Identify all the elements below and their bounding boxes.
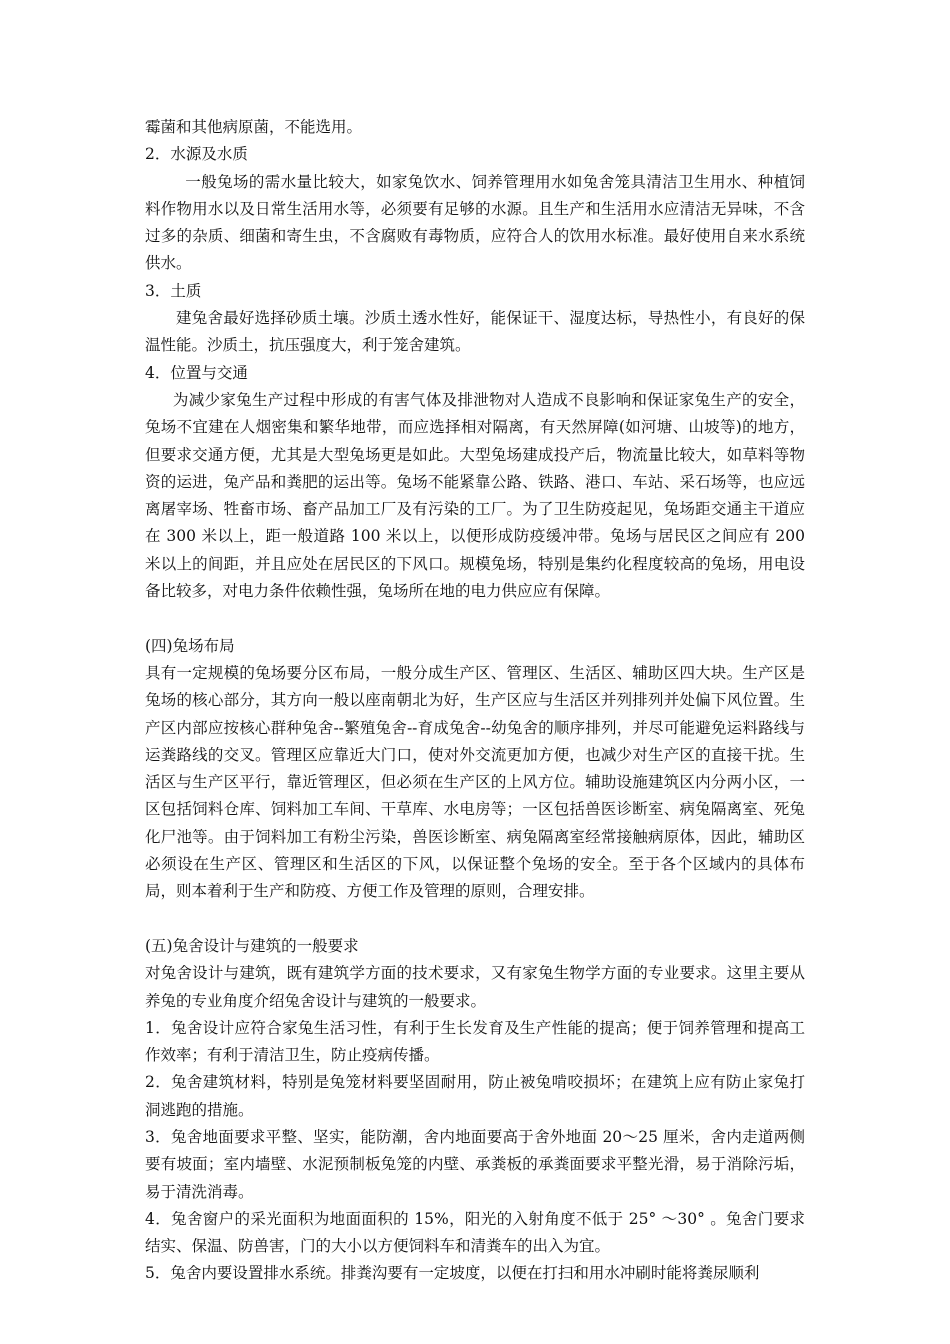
water-paragraph: 一般兔场的需水量比较大，如家兔饮水、饲养管理用水如兔舍笼具清洁卫生用水、种植饲料作物用水以及日常生活用水等，必须要有足够的水源。且生产和生活用水应清洁无异味，不含过多的杂质、细菌和寄生虫，不含腐败有毒物质，应符合人的饮用水标准。最好使用自来水系统供水。 (145, 172, 805, 273)
design-intro: 对兔舍设计与建筑，既有建筑学方面的技术要求，又有家兔生物学方面的专业要求。这里主要从养兔的专业角度介绍兔舍设计与建筑的一般要求。 (145, 964, 805, 1010)
section-spacer (145, 906, 805, 933)
design-item: 3．兔舍地面要求平整、坚实，能防潮，舍内地面要高于舍外地面 20～25 厘米，舍内走道两侧要有坡面；室内墙壁、水泥预制板兔笼的内壁、承粪板的承粪面要求平整光滑，易于消除污垢，易于清洗消毒。 (145, 1127, 805, 1201)
design-item: 1．兔舍设计应符合家兔生活习性，有利于生长发育及生产性能的提高；便于饲养管理和提高工作效率；有利于清洁卫生，防止疫病传播。 (145, 1018, 805, 1065)
location-paragraph: 为减少家兔生产过程中形成的有害气体及排泄物对人造成不良影响和保证家兔生产的安全，兔场不宜建在人烟密集和繁华地带，而应选择相对隔离，有天然屏障(如河塘、山坡等)的地方，但要求交通方便，尤其是大型兔场更是如此。大型兔场建成投产后，物流量比较大，如草料等物资的运进，兔产品和粪肥的运出等。兔场不能紧靠公路、铁路、港口、车站、采石场等，也应远离屠宰场、牲畜市场、畜产品加工厂及有污染的工厂。为了卫生防疫起见，兔场距交通主干道应在 300 米以上，距一般道路 100 米以上，以便形成防疫缓冲带。兔场与居民区之间应有 200 米以上的间距，并且应处在居民区的下风口。规模兔场，特别是集约化程度较高的兔场，用电设备比较多，对电力条件依赖性强，兔场所在地的电力供应应有保障。 (145, 390, 805, 601)
layout-heading: (四)兔场布局 (145, 636, 235, 655)
soil-heading: 3．土质 (145, 281, 202, 300)
design-heading: (五)兔舍设计与建筑的一般要求 (145, 936, 359, 955)
location-heading: 4．位置与交通 (145, 363, 248, 382)
water-heading: 2．水源及水质 (145, 145, 248, 164)
section-spacer (145, 605, 805, 632)
design-item: 5．兔舍内要设置排水系统。排粪沟要有一定坡度，以便在打扫和用水冲刷时能将粪尿顺利 (145, 1264, 760, 1283)
document-page (145, 114, 805, 1288)
design-item: 4．兔舍窗户的采光面积为地面面积的 15%，阳光的入射角度不低于 25° ～30° 。兔舍门要求结实、保温、防兽害，门的大小以方便饲料车和清粪车的出入为宜。 (145, 1209, 805, 1256)
soil-paragraph: 建兔舍最好选择砂质土壤。沙质土透水性好，能保证干、湿度达标，导热性小，有良好的保温性能。沙质土，抗压强度大，利于笼舍建筑。 (145, 309, 805, 355)
design-item: 2．兔舍建筑材料，特别是兔笼材料要坚固耐用，防止被兔啃咬损坏；在建筑上应有防止家兔打洞逃跑的措施。 (145, 1073, 805, 1119)
intro-line: 霉菌和其他病原菌，不能选用。 (145, 118, 363, 136)
layout-paragraph: 具有一定规模的兔场要分区布局，一般分成生产区、管理区、生活区、辅助区四大块。生产区是兔场的核心部分，其方向一般以座南朝北为好，生产区应与生活区并列排列并处偏下风位置。生产区内部应按核心群种兔舍--繁殖兔舍--育成兔舍--幼兔舍的顺序排列，并尽可能避免运料路线与运粪路线的交叉。管理区应靠近大门口，使对外交流更加方便，也减少对生产区的直接干扰。生活区与生产区平行，靠近管理区，但必须在生产区的上风方位。辅助设施建筑区内分两小区，一区包括饲料仓库、饲料加工车间、干草库、水电房等；一区包括兽医诊断室、病兔隔离室、死兔化尸池等。由于饲料加工有粉尘污染，兽医诊断室、病兔隔离室经常接触病原体，因此，辅助区必须设在生产区、管理区和生活区的下风，以保证整个兔场的安全。至于各个区域内的具体布局，则本着利于生产和防疫、方便工作及管理的原则，合理安排。 (145, 663, 805, 901)
